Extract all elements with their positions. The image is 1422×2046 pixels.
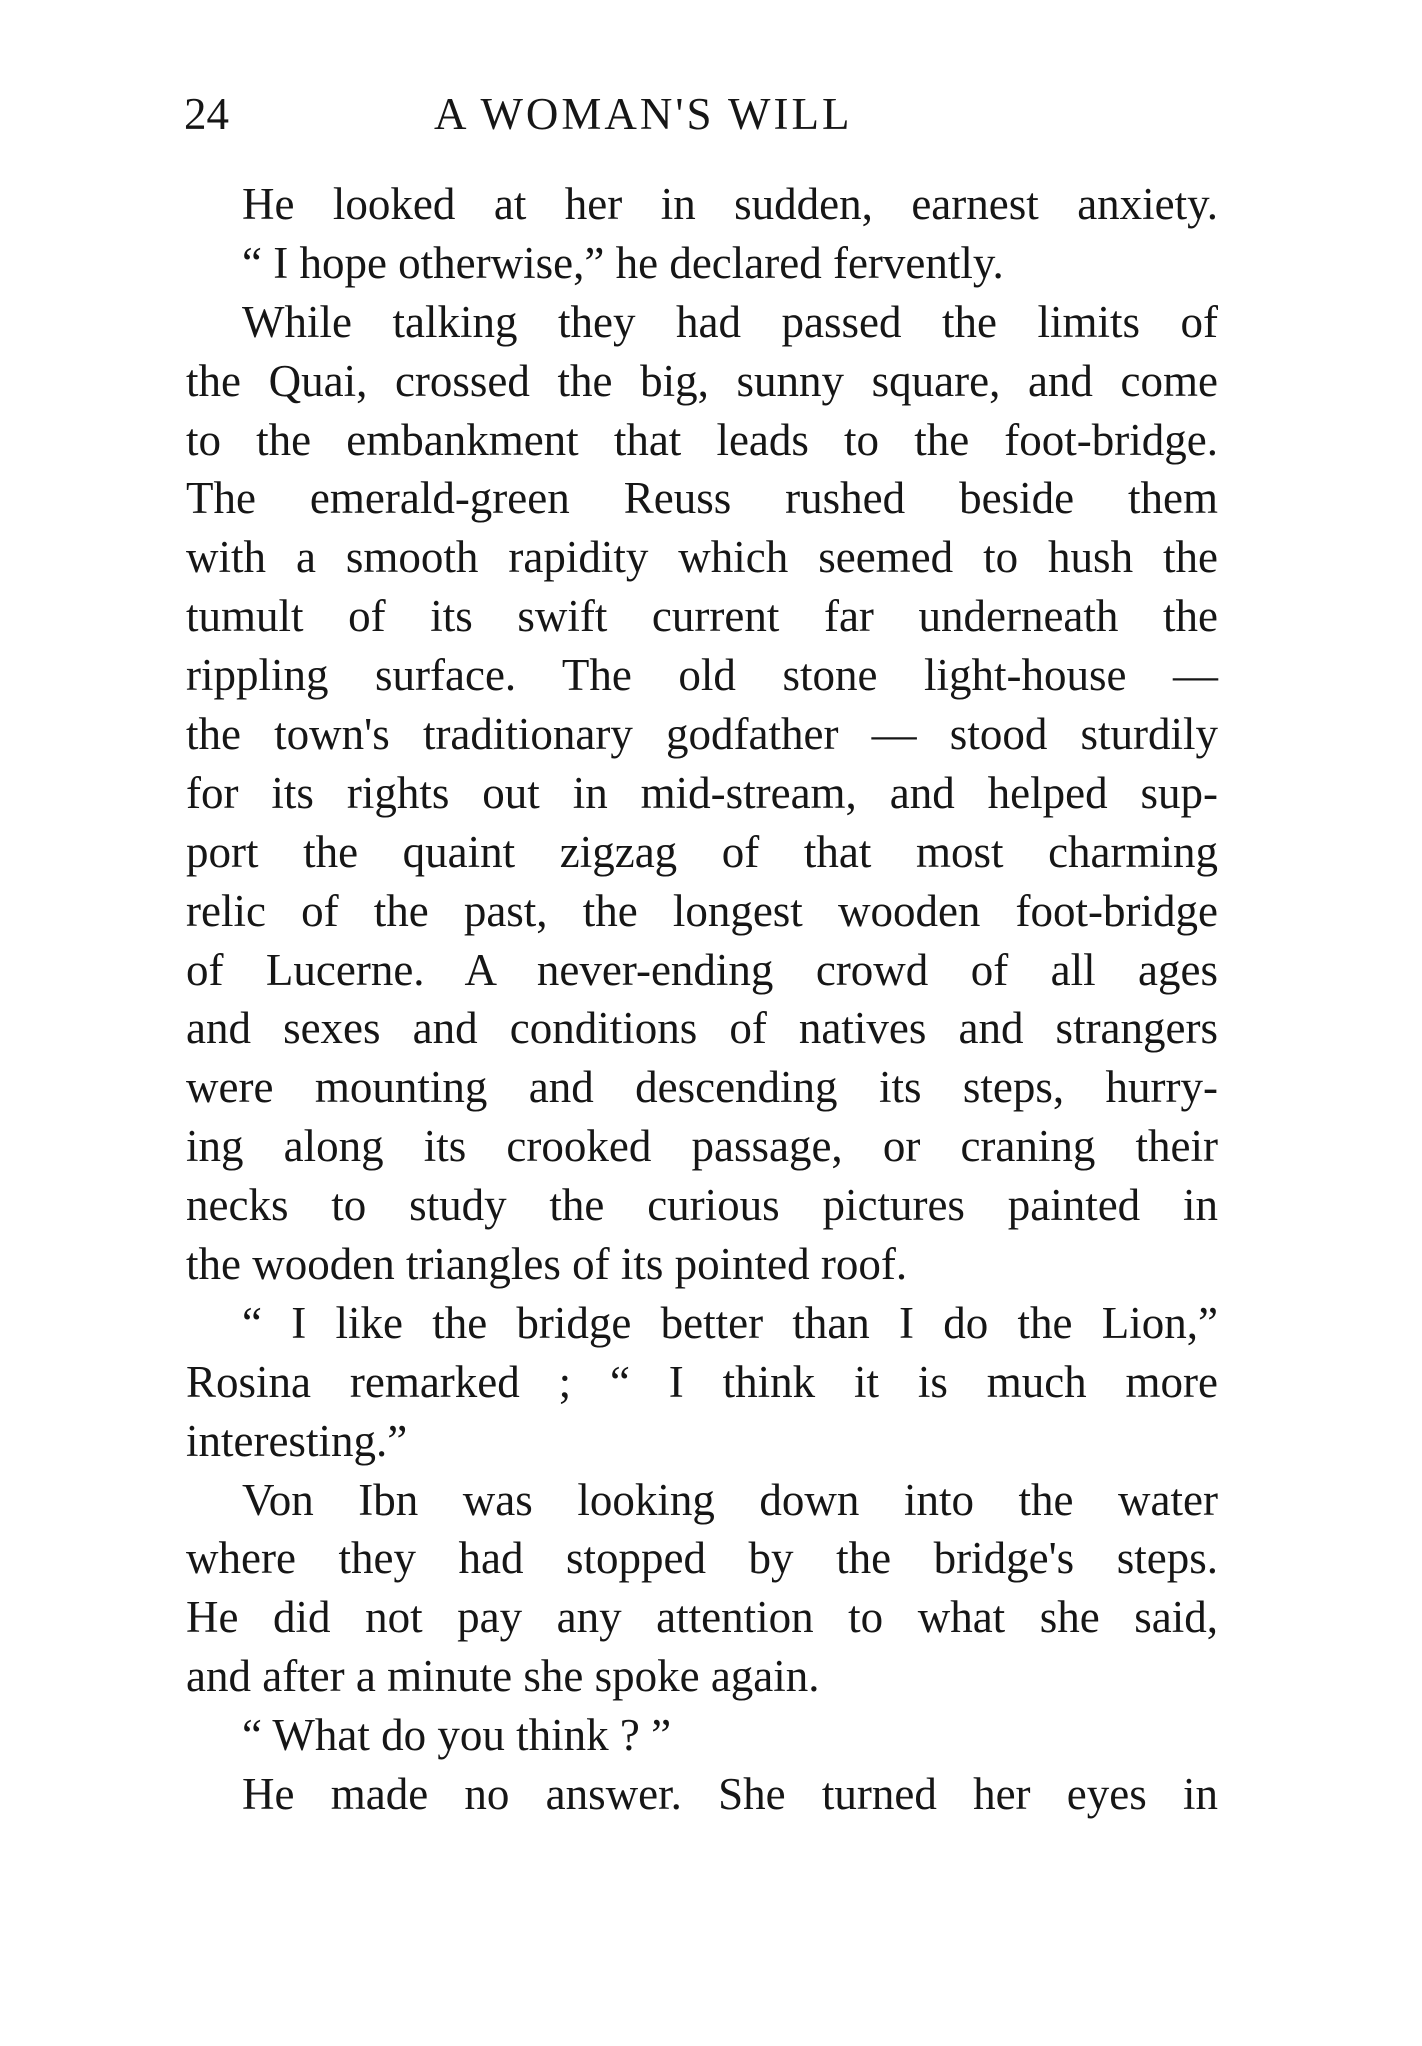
text-line: the Quai, crossed the big, sunny square, and come: [186, 355, 1218, 406]
text-line: relic of the past, the longest wooden foot-bridge: [186, 885, 1218, 936]
text-line: and sexes and conditions of natives and strangers: [186, 1003, 1218, 1054]
text-line: with a smooth rapidity which seemed to hush the: [186, 532, 1218, 583]
text-line: interesting.”: [186, 1415, 408, 1466]
text-line: necks to study the curious pictures painted in: [186, 1180, 1218, 1231]
text-line: While talking they had passed the limits of: [242, 296, 1218, 347]
text-line: and after a minute she spoke again.: [186, 1651, 820, 1702]
text-line: of Lucerne. A never-ending crowd of all ages: [186, 944, 1218, 995]
text-line: tumult of its swift current far underneath the: [186, 591, 1218, 642]
text-line: for its rights out in mid-stream, and helped sup-: [186, 767, 1218, 818]
text-line: He made no answer. She turned her eyes in: [242, 1769, 1218, 1820]
text-line: Von Ibn was looking down into the water: [242, 1474, 1218, 1525]
text-line: He looked at her in sudden, earnest anxiety.: [242, 179, 1218, 229]
text-line: “ I hope otherwise,” he declared fervently.: [242, 237, 1004, 288]
text-line: the town's traditionary godfather — stood sturdily: [186, 709, 1218, 760]
running-head: [184, 84, 1220, 144]
text-line: port the quaint zigzag of that most charming: [186, 826, 1218, 877]
running-title: A WOMAN'S WILL: [434, 89, 853, 139]
body-text: [186, 175, 1218, 1824]
text-line: rippling surface. The old stone light-house —: [186, 650, 1218, 701]
text-line: The emerald-green Reuss rushed beside them: [186, 473, 1218, 524]
page-number: 24: [184, 89, 229, 139]
text-line: “ What do you think ? ”: [242, 1710, 672, 1761]
text-line: the wooden triangles of its pointed roof.: [186, 1239, 908, 1290]
text-line: where they had stopped by the bridge's steps.: [186, 1533, 1218, 1584]
text-line: He did not pay any attention to what she said,: [186, 1592, 1218, 1643]
text-line: “ I like the bridge better than I do the Lion,”: [242, 1297, 1218, 1348]
text-line: Rosina remarked ; “ I think it is much more: [186, 1356, 1218, 1407]
text-line: ing along its crooked passage, or craning their: [186, 1121, 1218, 1172]
text-line: were mounting and descending its steps, hurry-: [186, 1062, 1218, 1113]
text-line: to the embankment that leads to the foot-bridge.: [186, 414, 1218, 465]
